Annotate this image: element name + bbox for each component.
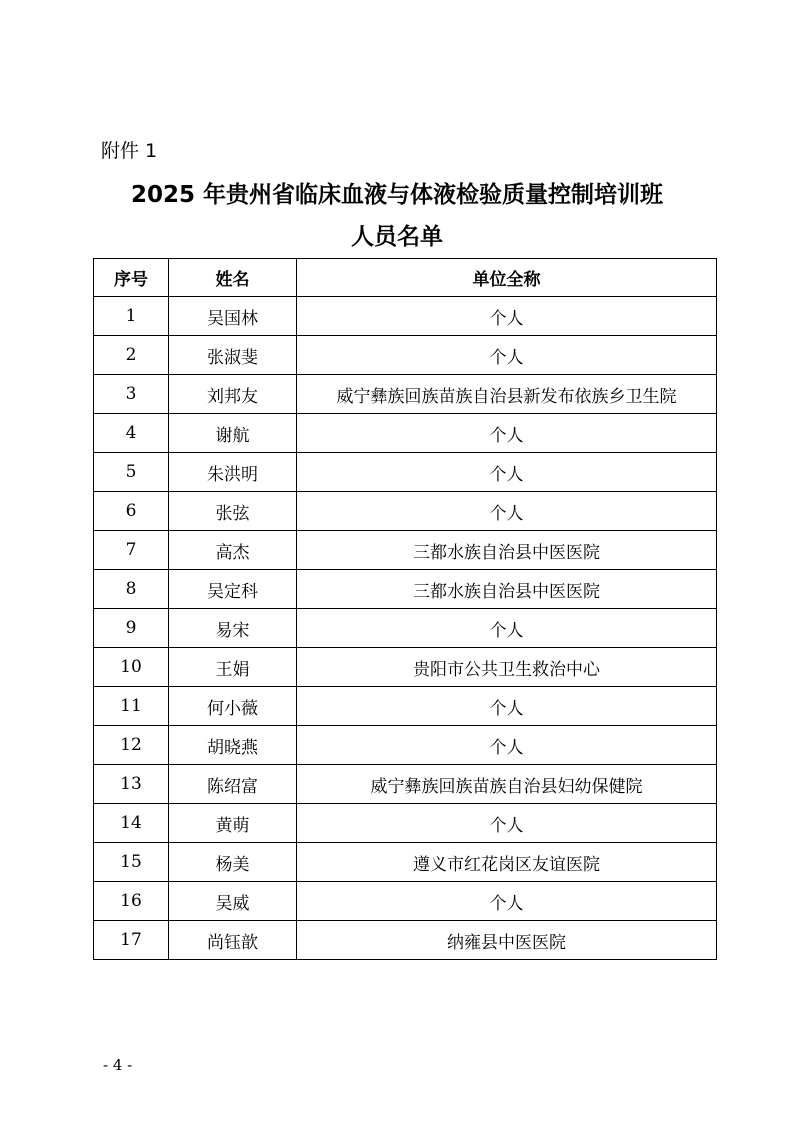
cell-name: 黄萌	[169, 804, 297, 843]
cell-organization: 个人	[297, 492, 717, 531]
cell-organization: 个人	[297, 882, 717, 921]
cell-organization: 威宁彝族回族苗族自治县妇幼保健院	[297, 765, 717, 804]
cell-number: 9	[94, 609, 169, 648]
cell-number: 2	[94, 336, 169, 375]
cell-number: 13	[94, 765, 169, 804]
table-row	[94, 765, 717, 804]
cell-organization: 威宁彝族回族苗族自治县新发布依族乡卫生院	[297, 375, 717, 414]
cell-number: 12	[94, 726, 169, 765]
cell-organization: 个人	[297, 414, 717, 453]
cell-number: 4	[94, 414, 169, 453]
cell-name: 朱洪明	[169, 453, 297, 492]
cell-number: 3	[94, 375, 169, 414]
cell-name: 吴国林	[169, 297, 297, 336]
table-row	[94, 609, 717, 648]
table-row	[94, 531, 717, 570]
cell-organization: 个人	[297, 336, 717, 375]
cell-number: 8	[94, 570, 169, 609]
cell-organization: 个人	[297, 804, 717, 843]
document-subtitle: 人员名单	[351, 224, 443, 250]
table-row	[94, 453, 717, 492]
cell-name: 吴定科	[169, 570, 297, 609]
cell-organization: 个人	[297, 726, 717, 765]
cell-number: 5	[94, 453, 169, 492]
table-row	[94, 843, 717, 882]
cell-number: 11	[94, 687, 169, 726]
cell-organization: 个人	[297, 609, 717, 648]
table-row	[94, 492, 717, 531]
cell-name: 高杰	[169, 531, 297, 570]
table-row	[94, 726, 717, 765]
table-row	[94, 297, 717, 336]
cell-name: 张弦	[169, 492, 297, 531]
cell-organization: 个人	[297, 297, 717, 336]
table-row	[94, 687, 717, 726]
document-title: 2025 年贵州省临床血液与体液检验质量控制培训班	[130, 182, 664, 208]
cell-name: 杨美	[169, 843, 297, 882]
cell-name: 胡晓燕	[169, 726, 297, 765]
table-row	[94, 648, 717, 687]
table-row	[94, 804, 717, 843]
cell-number: 17	[94, 921, 169, 960]
cell-name: 何小薇	[169, 687, 297, 726]
header-number: 序号	[94, 259, 169, 297]
attachment-label: 附件 1	[101, 140, 158, 162]
cell-name: 尚钰歆	[169, 921, 297, 960]
cell-organization: 三都水族自治县中医医院	[297, 531, 717, 570]
cell-number: 7	[94, 531, 169, 570]
table-header-row	[94, 259, 717, 297]
cell-organization: 三都水族自治县中医医院	[297, 570, 717, 609]
cell-name: 吴威	[169, 882, 297, 921]
cell-name: 易宋	[169, 609, 297, 648]
table-row	[94, 336, 717, 375]
cell-name: 王娟	[169, 648, 297, 687]
cell-number: 10	[94, 648, 169, 687]
cell-organization: 纳雍县中医医院	[297, 921, 717, 960]
table-row	[94, 921, 717, 960]
cell-number: 6	[94, 492, 169, 531]
cell-name: 刘邦友	[169, 375, 297, 414]
cell-name: 陈绍富	[169, 765, 297, 804]
page-number: - 4 -	[103, 1056, 133, 1074]
cell-number: 15	[94, 843, 169, 882]
cell-name: 谢航	[169, 414, 297, 453]
table-row	[94, 570, 717, 609]
cell-organization: 贵阳市公共卫生救治中心	[297, 648, 717, 687]
header-organization: 单位全称	[297, 259, 717, 297]
cell-organization: 个人	[297, 687, 717, 726]
table-row	[94, 882, 717, 921]
table-row	[94, 414, 717, 453]
header-name: 姓名	[169, 259, 297, 297]
cell-number: 14	[94, 804, 169, 843]
cell-number: 1	[94, 297, 169, 336]
cell-name: 张淑斐	[169, 336, 297, 375]
cell-organization: 遵义市红花岗区友谊医院	[297, 843, 717, 882]
table-row	[94, 375, 717, 414]
cell-organization: 个人	[297, 453, 717, 492]
cell-number: 16	[94, 882, 169, 921]
roster-table	[93, 258, 717, 960]
